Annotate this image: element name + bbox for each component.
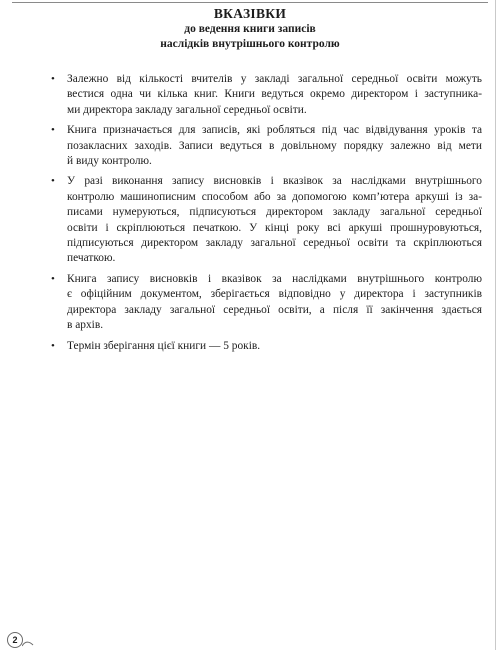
instruction-line: вестися одна чи кілька книг. Книги ведуться окремо директором і заступника- <box>67 88 482 101</box>
instruction-item <box>51 272 482 334</box>
instructions-list <box>51 72 482 359</box>
instruction-item <box>51 123 482 169</box>
instruction-line: писами нумеруються, підписуються директором закладу загальної середньої <box>67 206 482 219</box>
instruction-item <box>51 339 482 354</box>
page-number: 2 <box>7 632 23 648</box>
page-subtitle-line-2: наслідків внутрішнього контролю <box>160 38 340 50</box>
instruction-line: Термін зберігання цієї книги — 5 років. <box>67 339 261 352</box>
bullet-icon: • <box>51 339 55 352</box>
instruction-text <box>67 174 482 266</box>
instruction-item <box>51 174 482 266</box>
instruction-line: Залежно від кількості вчителів у закладі загальної середньої освіти можуть <box>67 73 482 85</box>
page-subtitle-line-1: до ведення книги записів <box>184 23 316 35</box>
page-title: ВКАЗІВКИ <box>213 6 287 21</box>
instruction-line: У разі виконання запису висновків і вказівок за наслідками внутрішнього <box>67 175 482 188</box>
bullet-icon: • <box>51 175 55 188</box>
page-heading <box>0 6 500 52</box>
instruction-line: в архів. <box>67 319 104 332</box>
instruction-text <box>67 72 482 118</box>
instruction-text <box>67 272 482 334</box>
page-curl-icon <box>22 640 34 648</box>
bullet-icon: • <box>51 124 55 137</box>
instruction-line: ми директора закладу загальної середньої освіти. <box>67 103 307 116</box>
instruction-line: Книга призначається для записів, які робляться під час відвідування уроків та <box>67 124 482 137</box>
instruction-line: освіти і скріплюються печаткою. У кінці року всі аркуші прошнуровуються, <box>67 221 482 234</box>
bullet-icon: • <box>51 73 55 85</box>
top-divider <box>12 2 488 3</box>
instruction-line: й виду контролю. <box>67 155 152 168</box>
instruction-line: підписуються директором закладу загальної середньої освіти та скріплюються <box>67 237 482 250</box>
instruction-text <box>67 339 482 354</box>
instruction-line: є офіційним документом, зберігається відповідно у директора і заступників <box>67 288 482 301</box>
instruction-line: директора закладу загальної середньої освіти, а після її закінчення здається <box>67 303 482 316</box>
bullet-icon: • <box>51 272 55 285</box>
instruction-line: позакласних заходів. Записи ведуться в довільному порядку залежно від мети <box>67 139 482 152</box>
instruction-line: контролю машинописним способом або за допомогою комп’ютера аркуші із за- <box>67 190 482 203</box>
instruction-text <box>67 123 482 169</box>
instruction-line: печаткою. <box>67 252 116 265</box>
page-edge <box>495 0 496 650</box>
instruction-item <box>51 72 482 118</box>
instruction-line: Книга запису висновків і вказівок за наслідками внутрішнього контролю <box>67 272 482 285</box>
